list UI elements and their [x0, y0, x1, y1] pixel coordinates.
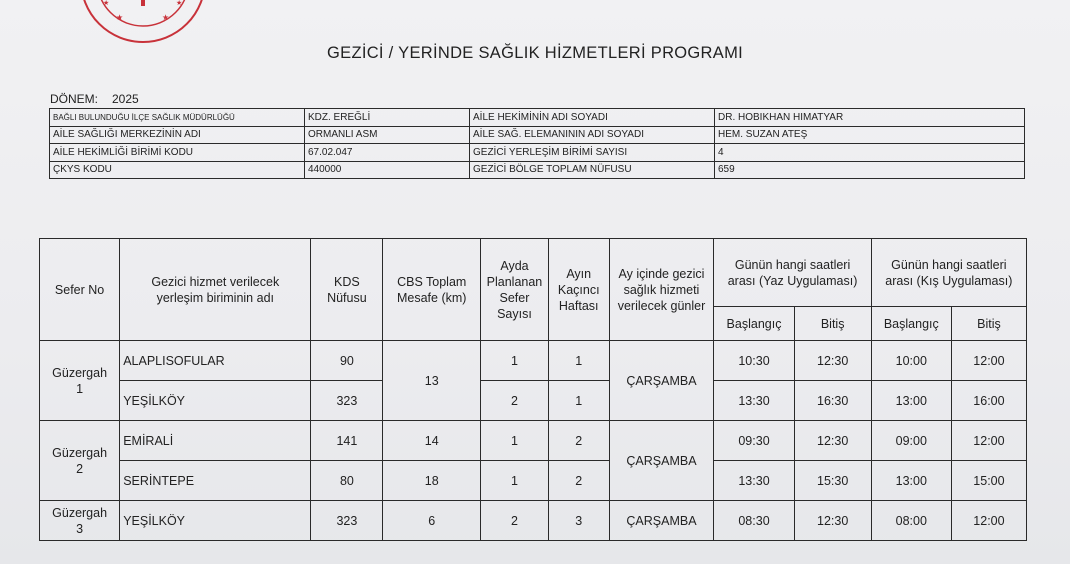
route-number: 1 — [76, 381, 84, 396]
period-label: DÖNEM: — [50, 92, 98, 106]
route-label: Güzergah — [52, 445, 108, 460]
route-label: Güzergah — [52, 505, 108, 520]
hafta-value: 2 — [548, 421, 609, 461]
info-key: ÇKYS KODU — [50, 161, 305, 179]
route-cell — [40, 501, 120, 541]
info-value: ORMANLI ASM — [305, 126, 470, 144]
svg-text:★: ★ — [116, 13, 124, 22]
info-row — [50, 144, 1025, 162]
kis-start: 08:00 — [871, 501, 951, 541]
col-hafta: Ayın Kaçıncı Haftası — [548, 239, 609, 341]
yaz-end: 12:30 — [794, 501, 871, 541]
col-kis: Günün hangi saatleri arası (Kış Uygulaması) — [871, 239, 1026, 307]
svg-text:★: ★ — [103, 0, 110, 7]
period-line — [50, 92, 139, 106]
hafta-value: 1 — [548, 341, 609, 381]
page-title: GEZİCİ / YERİNDE SAĞLIK HİZMETLERİ PROGRAMI — [327, 44, 743, 62]
kis-start: 09:00 — [871, 421, 951, 461]
route-cell — [40, 421, 120, 501]
col-kis-bitis: Bitiş — [951, 307, 1026, 341]
col-cbs: CBS Toplam Mesafe (km) — [383, 239, 481, 341]
route-number: 3 — [76, 521, 84, 536]
col-kds: KDS Nüfusu — [311, 239, 383, 341]
day-value: ÇARŞAMBA — [609, 421, 714, 501]
header-row — [40, 239, 1027, 307]
table-row — [40, 461, 1027, 501]
info-key: AİLE SAĞ. ELEMANININ ADI SOYADI — [470, 126, 715, 144]
yaz-end: 16:30 — [794, 381, 871, 421]
info-value: 4 — [715, 144, 1025, 162]
col-yaz: Günün hangi saatleri arası (Yaz Uygulaması) — [714, 239, 871, 307]
cbs-value: 13 — [383, 341, 481, 421]
kds-value: 90 — [311, 341, 383, 381]
info-value: HEM. SUZAN ATEŞ — [715, 126, 1025, 144]
sefer-value: 1 — [481, 421, 549, 461]
kis-start: 13:00 — [871, 381, 951, 421]
route-number: 2 — [76, 461, 84, 476]
period-value: 2025 — [112, 92, 139, 106]
kds-value: 80 — [311, 461, 383, 501]
settlement-name: SERİNTEPE — [120, 461, 311, 501]
yaz-end: 15:30 — [794, 461, 871, 501]
settlement-name: ALAPLISOFULAR — [120, 341, 311, 381]
hafta-value: 3 — [548, 501, 609, 541]
table-row — [40, 501, 1027, 541]
sefer-value: 2 — [481, 381, 549, 421]
info-key: GEZİCİ BÖLGE TOPLAM NÜFUSU — [470, 161, 715, 179]
col-sefer-no: Sefer No — [40, 239, 120, 341]
info-key: GEZİCİ YERLEŞİM BİRİMİ SAYISI — [470, 144, 715, 162]
info-value: DR. HOBIKHAN HIMATYAR — [715, 109, 1025, 127]
route-cell — [40, 341, 120, 421]
sefer-value: 1 — [481, 341, 549, 381]
kis-end: 12:00 — [951, 421, 1026, 461]
yaz-end: 12:30 — [794, 341, 871, 381]
info-value: KDZ. EREĞLİ — [305, 109, 470, 127]
table-row — [40, 341, 1027, 381]
schedule-table — [39, 238, 1027, 541]
day-value: ÇARŞAMBA — [609, 501, 714, 541]
yaz-start: 08:30 — [714, 501, 794, 541]
kds-value: 323 — [311, 381, 383, 421]
col-yaz-bitis: Bitiş — [794, 307, 871, 341]
settlement-name: EMİRALİ — [120, 421, 311, 461]
yaz-start: 13:30 — [714, 381, 794, 421]
yaz-start: 09:30 — [714, 421, 794, 461]
info-key: AİLE SAĞLIĞI MERKEZİNİN ADI — [50, 126, 305, 144]
yaz-start: 13:30 — [714, 461, 794, 501]
day-value: ÇARŞAMBA — [609, 341, 714, 421]
yaz-start: 10:30 — [714, 341, 794, 381]
kds-value: 323 — [311, 501, 383, 541]
table-row — [40, 381, 1027, 421]
kis-start: 13:00 — [871, 461, 951, 501]
info-value: 659 — [715, 161, 1025, 179]
info-table — [49, 108, 1025, 179]
cbs-value: 18 — [383, 461, 481, 501]
info-value: 67.02.047 — [305, 144, 470, 162]
svg-text:★: ★ — [176, 0, 183, 7]
settlement-name: YEŞİLKÖY — [120, 381, 311, 421]
hafta-value: 2 — [548, 461, 609, 501]
info-key: BAĞLI BULUNDUĞU İLÇE SAĞLIK MÜDÜRLÜĞÜ — [50, 109, 305, 127]
kis-end: 16:00 — [951, 381, 1026, 421]
kis-end: 12:00 — [951, 501, 1026, 541]
col-yaz-baslangic: Başlangıç — [714, 307, 794, 341]
info-key: AİLE HEKİMİNİN ADI SOYADI — [470, 109, 715, 127]
kis-start: 10:00 — [871, 341, 951, 381]
col-kis-baslangic: Başlangıç — [871, 307, 951, 341]
col-yerlesim: Gezici hizmet verilecek yerleşim biriminin adı — [120, 239, 311, 341]
col-gunler: Ay içinde gezici sağlık hizmeti verilecek günler — [609, 239, 714, 341]
yaz-end: 12:30 — [794, 421, 871, 461]
hafta-value: 1 — [548, 381, 609, 421]
cbs-value: 14 — [383, 421, 481, 461]
table-row — [40, 421, 1027, 461]
kis-end: 15:00 — [951, 461, 1026, 501]
kds-value: 141 — [311, 421, 383, 461]
route-label: Güzergah — [52, 365, 108, 380]
kis-end: 12:00 — [951, 341, 1026, 381]
info-row — [50, 161, 1025, 179]
ministry-logo — [78, 0, 208, 50]
info-value: 440000 — [305, 161, 470, 179]
info-row — [50, 126, 1025, 144]
col-planlanan: Ayda Planlanan Sefer Sayısı — [481, 239, 549, 341]
settlement-name: YEŞİLKÖY — [120, 501, 311, 541]
sefer-value: 2 — [481, 501, 549, 541]
info-row — [50, 109, 1025, 127]
svg-text:★: ★ — [162, 13, 170, 22]
cbs-value: 6 — [383, 501, 481, 541]
info-key: AİLE HEKİMLİĞİ BİRİMİ KODU — [50, 144, 305, 162]
sefer-value: 1 — [481, 461, 549, 501]
